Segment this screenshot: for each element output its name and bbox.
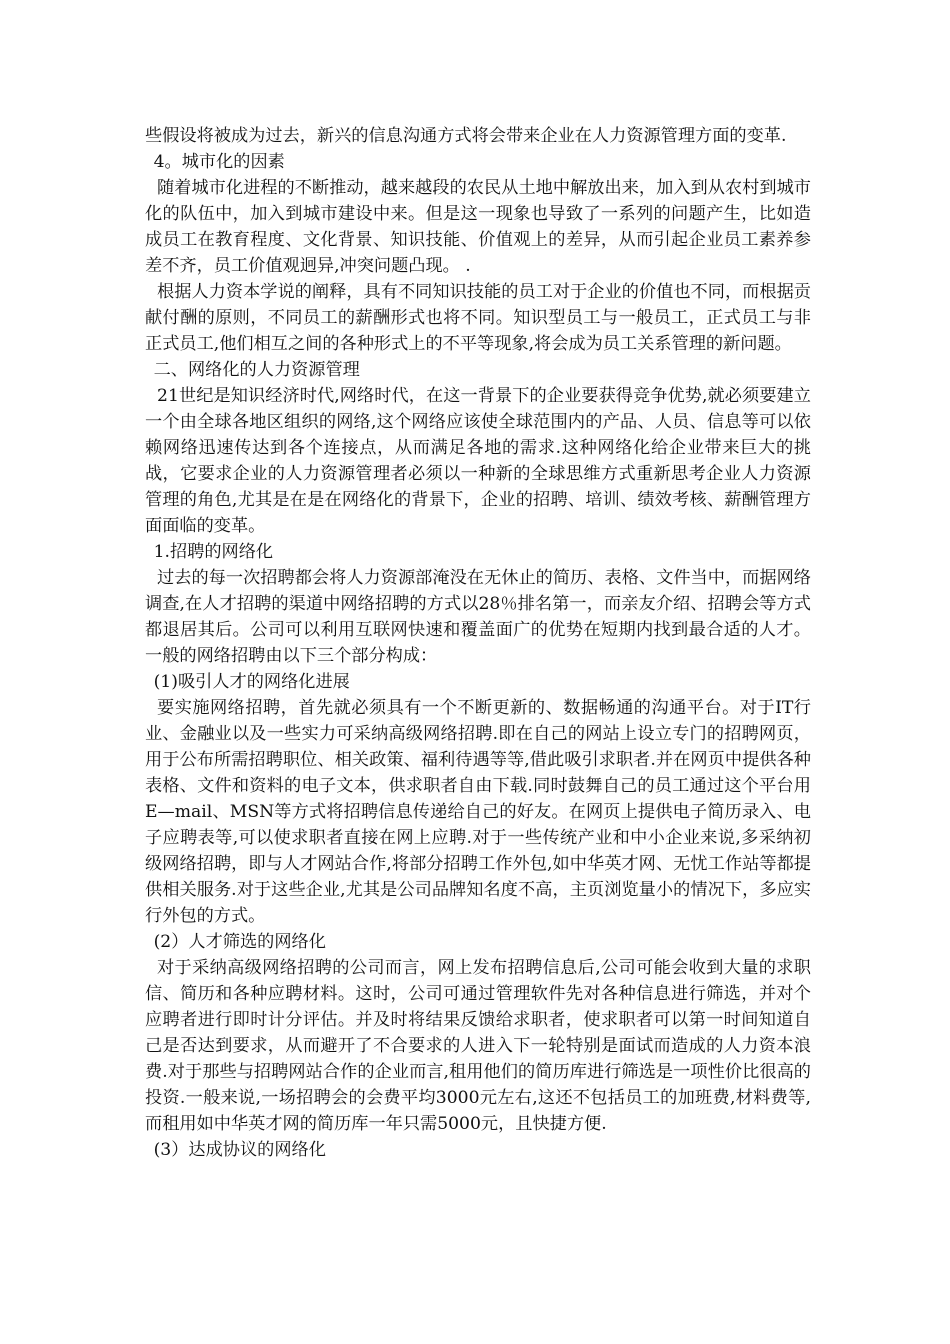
paragraph-screening: 对于采纳高级网络招聘的公司而言，网上发布招聘信息后,公司可能会收到大量的求职信、简历和各种应聘材料。这时，公司可通过管理软件先对各种信息进行筛选，并对个应聘者进行即时计分评估。并及时将结果反馈给求职者，使求职者可以第一时间知道自己是否达到要求，从而避开了不合要求的人进入下一轮特别是面试而造成的人力资本浪费.对于那些与招聘网站合作的企业而言,租用他们的简历库进行筛选是一项性价比很高的投资.一般来说,一场招聘会的会费平均3000元左右,这还不包括员工的加班费,材料费等,而租用如中华英才网的简历库一年只需5000元，且快捷方便. [145,958,811,1134]
document-body [145,123,811,1163]
section-heading-networked-hr: 二、网络化的人力资源管理 [153,360,360,380]
subsection-heading-attract-talent: (1)吸引人才的网络化进展 [153,672,350,692]
paragraph-recruitment: 过去的每一次招聘都会将人力资源部淹没在无休止的简历、表格、文件当中，而据网络调查,在人才招聘的渠道中网络招聘的方式以28％排名第一，而亲友介绍、招聘会等方式都退居其后。公司可以利用互联网快速和覆盖面广的优势在短期内找到最合适的人才。一般的网络招聘由以下三个部分构成： [145,568,811,666]
paragraph-intro-continuation: 些假设将被成为过去，新兴的信息沟通方式将会带来企业在人力资源管理方面的变革. [145,126,787,146]
section-heading-recruitment: 1.招聘的网络化 [153,542,274,562]
section-heading-urbanization: 4。城市化的因素 [153,152,285,172]
paragraph-urbanization: 随着城市化进程的不断推动，越来越段的农民从土地中解放出来，加入到从农村到城市化的队伍中，加入到城市建设中来。但是这一现象也导致了一系列的问题产生，比如造成员工在教育程度、文化背景、知识技能、价值观上的差异，从而引起企业员工素养参差不齐，员工价值观迥异,冲突问题凸现。 . [145,178,811,276]
subsection-heading-screening: (2）人才筛选的网络化 [153,932,326,952]
paragraph-human-capital: 根据人力资本学说的阐释，具有不同知识技能的员工对于企业的价值也不同，而根据贡献付酬的原则，不同员工的薪酬形式也将不同。知识型员工与一般员工，正式员工与非正式员工,他们相互之间的各种形式上的不平等现象,将会成为员工关系管理的新问题。 [145,282,811,354]
paragraph-knowledge-economy: 21世纪是知识经济时代,网络时代，在这一背景下的企业要获得竞争优势,就必须要建立一个由全球各地区组织的网络,这个网络应该使全球范围内的产品、人员、信息等可以依赖网络迅速传达到各个连接点，从而满足各地的需求.这种网络化给企业带来巨大的挑战，它要求企业的人力资源管理者必须以一种新的全球思维方式重新思考企业人力资源管理的角色,尤其是在是在网络化的背景下，企业的招聘、培训、绩效考核、薪酬管理方面面临的变革。 [145,386,811,536]
subsection-heading-agreement: (3）达成协议的网络化 [153,1140,326,1160]
paragraph-attract-talent: 要实施网络招聘，首先就必须具有一个不断更新的、数据畅通的沟通平台。对于IT行业、金融业以及一些实力可采纳高级网络招聘.即在自己的网站上设立专门的招聘网页，用于公布所需招聘职位、相关政策、福利待遇等等,借此吸引求职者.并在网页中提供各种表格、文件和资料的电子文本，供求职者自由下载.同时鼓舞自己的员工通过这个平台用E—mail、MSN等方式将招聘信息传递给自己的好友。在网页上提供电子简历录入、电子应聘表等,可以使求职者直接在网上应聘.对于一些传统产业和中小企业来说,多采纳初级网络招聘，即与人才网站合作,将部分招聘工作外包,如中华英才网、无忧工作站等都提供相关服务.对于这些企业,尤其是公司品牌知名度不高，主页浏览量小的情况下，多应实行外包的方式。 [145,698,811,926]
